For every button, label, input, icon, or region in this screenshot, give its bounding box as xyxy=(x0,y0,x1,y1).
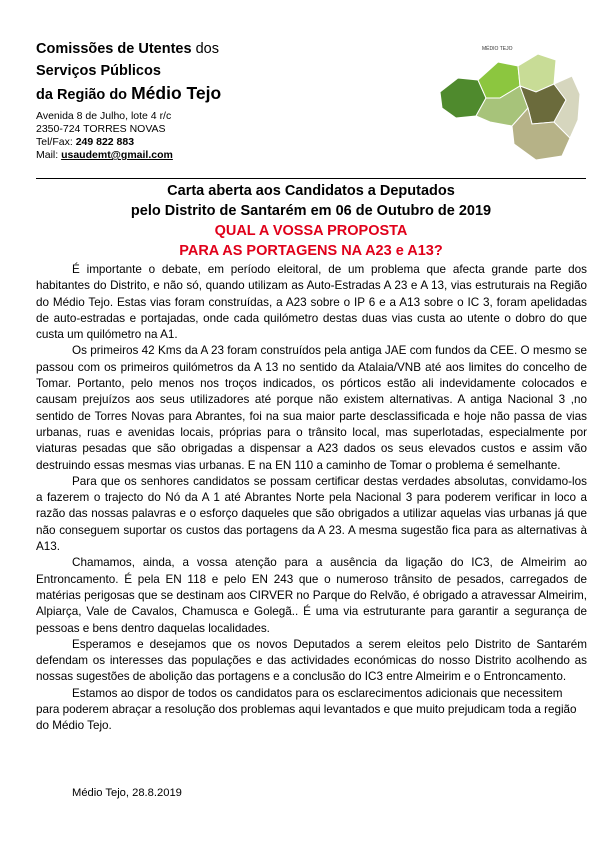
paragraph: Esperamos e desejamos que os novos Deputados a serem eleitos pelo Distrito de Santarém defendam os interesses das populações e das actividades económicas do nosso Distrito acolhendo as nossas sugestões de abolição das portagens e a conclusão do IC3 entre Almeirim e o Entroncamento. xyxy=(36,637,587,684)
address-block xyxy=(36,110,436,162)
org-name-dos: dos xyxy=(195,41,219,57)
map-label: MÉDIO TEJO xyxy=(482,46,513,52)
mail-label: Mail: xyxy=(36,149,59,161)
org-name-main: Comissões de Utentes xyxy=(36,41,192,57)
phone-value: 249 822 883 xyxy=(75,136,135,148)
org-region-name: Médio Tejo xyxy=(131,83,222,103)
phone-label: Tel/Fax: xyxy=(36,136,73,148)
org-name-line-3 xyxy=(36,82,436,106)
title-line-2: pelo Distrito de Santarém em 06 de Outubro de 2019 xyxy=(130,203,492,219)
question-line-1: QUAL A VOSSA PROPOSTA xyxy=(214,223,408,239)
title-line-1: Carta aberta aos Candidatos a Deputados xyxy=(167,183,455,199)
letter-body xyxy=(36,262,587,735)
email-link[interactable]: usaudemt@gmail.com xyxy=(61,149,173,161)
place-date: Médio Tejo, 28.8.2019 xyxy=(72,787,182,799)
question-line-2: PARA AS PORTAGENS NA A23 e A13? xyxy=(179,243,443,259)
paragraph: Estamos ao dispor de todos os candidatos para os esclarecimentos adicionais que necessitem para poderem abraçar a resolução dos problemas aqui levantados e que muito prejudicam toda a região do Médio Tejo. xyxy=(36,686,577,733)
paragraph: Para que os senhores candidatos se possam certificar destas verdades absolutas, convidamo-los a fazerem o trajecto do Nó da A 1 até Abrantes Norte pela Nacional 3 para poderem verificar in loco a razão das nossas palavras e o esforço daqueles que são obrigados a utilizar aquelas vias urbanas já que não conseguem suportar os custos das portagens da A 23. A mesma sugestão fica para as alternativas à A13. xyxy=(36,474,587,554)
letterhead xyxy=(36,38,436,162)
org-region-prefix: da Região do xyxy=(36,87,128,103)
paragraph: É importante o debate, em período eleitoral, de um problema que afecta grande parte dos habitantes do Distrito, e não só, quando utilizam as Auto-Estradas A 23 e A 13, vias estruturais na Região do Médio Tejo. Estas vias foram construídas, a A23 sobre o IP 6 e a A13 sobre o IC 3, foram apelidadas de auto-estradas e portajadas, onde cada quilómetro destas duas vias custa ao utente o dobro do que custa um quilómetro na A1. xyxy=(36,263,587,342)
paragraph: Os primeiros 42 Kms da A 23 foram construídos pela antiga JAE com fundos da CEE. O mesmo se passou com os primeiros quilómetros da A 13 no sentido da Atalaia/VNB até aos limites do concelho de Tomar. Portanto, pelo menos nos troços indicados, os pórticos estão ali indevidamente colocados e causam prejuízos aos seus utilizadores até porque não existem alternativas. A antiga Nacional 3 ,no sentido de Torres Novas para Abrantes, foi na sua maior parte desclassificada e hoje não passa de vias urbanas, ruas e avenidas locais, próprias para o trânsito local, mas superlotadas, especialmente por viaturas pesadas que são obrigadas a dispensar a A23 dados os seus elevados custos e assim vão destruindo essas mesmas vias urbanas. E na EN 110 a caminho de Tomar o problema é semelhante. xyxy=(36,344,587,472)
org-name-line-1 xyxy=(36,38,436,60)
mail-line xyxy=(36,149,436,162)
paragraph: Chamamos, ainda, a vossa atenção para a ausência da ligação do IC3, de Almeirim ao Entroncamento. É pela EN 118 e pelo EN 243 que o numeroso trânsito de pesados, carregados de matérias perigosas que se destinam aos CIRVER no Parque do Relvão, é obrigado a atravessar Almeirim, Alpiarça, Vale de Cavalos, Chamusca e Golegã.. É uma via estruturante para garantir a segurança de pessoas e bens dentro daquelas localidades. xyxy=(36,556,587,635)
medio-tejo-map-logo xyxy=(436,40,584,168)
address-city: 2350-724 TORRES NOVAS xyxy=(36,123,166,135)
phone-line xyxy=(36,136,436,149)
header-divider xyxy=(36,178,586,179)
address-street: Avenida 8 de Julho, lote 4 r/c xyxy=(36,110,172,122)
letter-title xyxy=(36,181,586,261)
org-name-line-2: Serviços Públicos xyxy=(36,63,161,79)
